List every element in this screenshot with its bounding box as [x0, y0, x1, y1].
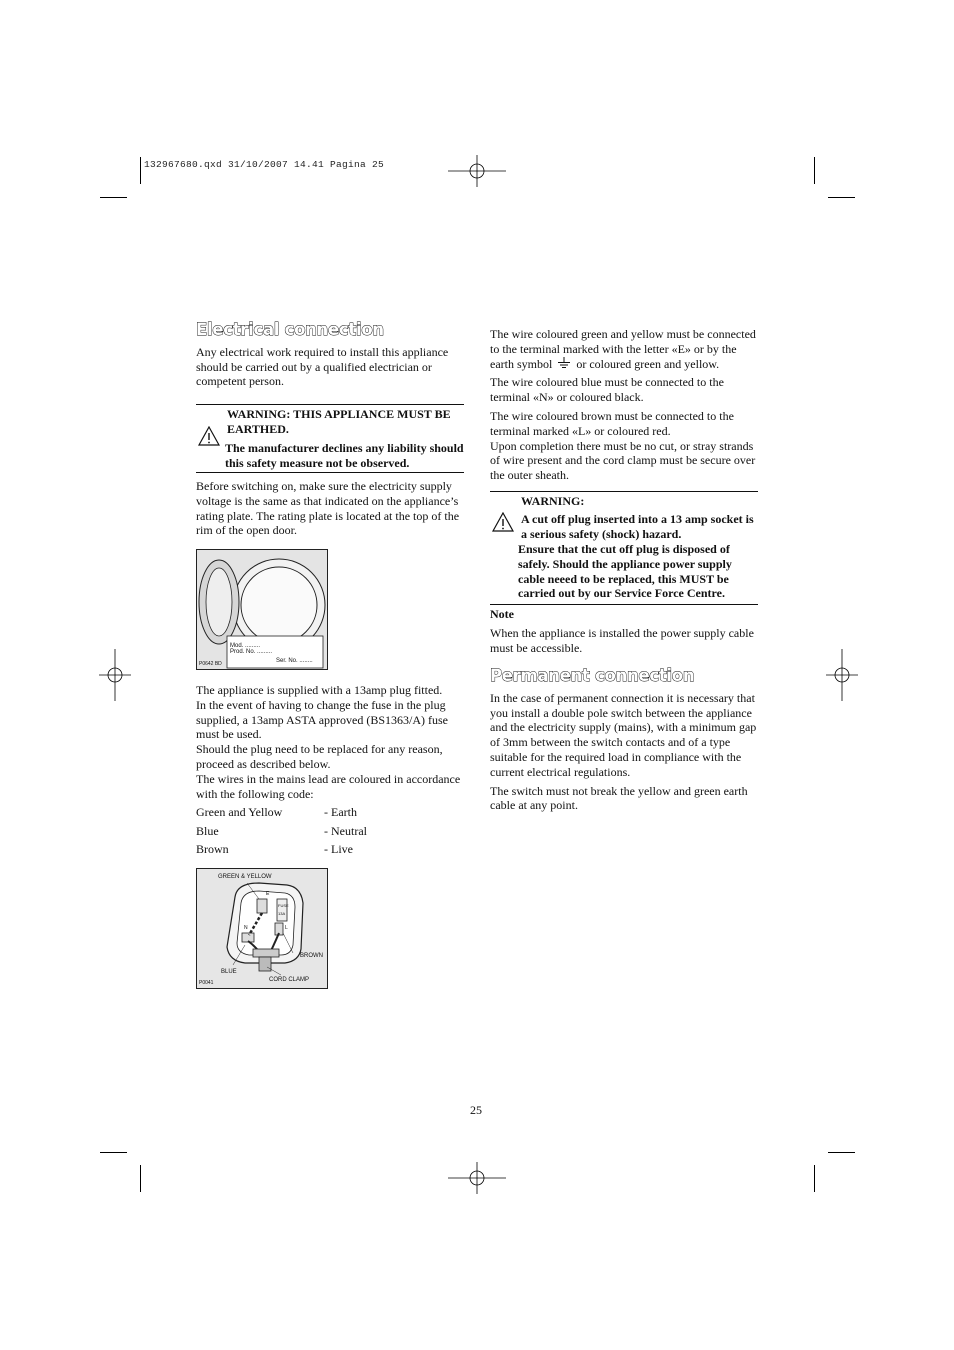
earth-warning-text: The manufacturer declines any liability should this safety measure not be observed. — [225, 441, 464, 470]
print-slug: 132967680.qxd 31/10/2007 14.41 Pagina 25 — [144, 159, 385, 170]
terminal-n-label: N — [244, 925, 248, 931]
green-yellow-text-b: or coloured green and yellow. — [576, 356, 720, 371]
completion-paragraph: Upon completion there must be no cut, or stray strands of wire present and the cord clamp must be secure over the outer sheath. — [490, 438, 756, 483]
table-row — [196, 842, 464, 861]
fuse-label: FUSE — [278, 903, 289, 908]
rating-plate-figure — [196, 549, 328, 670]
warning-triangle-icon — [198, 426, 220, 446]
blue-paragraph: The wire coloured blue must be connected to the terminal «N» or coloured black. — [490, 375, 724, 405]
terminal-e-label: E — [266, 891, 270, 897]
wire-colour-table — [196, 805, 464, 861]
intro-paragraph: Any electrical work required to install this appliance should be carried out by a qualified electrician or competent person. — [196, 344, 449, 389]
figure-code: P0642 BD — [199, 661, 222, 667]
cut-off-plug-warning-box — [490, 491, 758, 605]
table-row — [196, 805, 464, 824]
label-cord-clamp: CORD CLAMP — [269, 977, 310, 983]
registration-mark-left — [99, 649, 131, 701]
service-warning-text: Ensure that the cut off plug is disposed of safely. Should the appliance power supply cable neeed to be replaced, this MUST be carried out by our Service Force Centre. — [518, 542, 732, 601]
right-column-top — [490, 327, 758, 487]
registration-mark-right — [826, 649, 858, 701]
label-green-yellow: GREEN & YELLOW — [218, 874, 272, 880]
label-brown: BROWN — [300, 953, 323, 959]
brown-paragraph: The wire coloured brown must be connected to the terminal marked «L» or coloured red. — [490, 408, 734, 438]
wires-paragraph: The wires in the mains lead are coloured in accordance with the following code: — [196, 771, 461, 801]
label-blue: BLUE — [221, 969, 237, 975]
plug-paragraph: The appliance is supplied with a 13amp plug fitted. — [196, 683, 443, 697]
wire-function: - Neutral — [324, 823, 367, 838]
earth-warning-title: WARNING: THIS APPLIANCE MUST BE EARTHED. — [227, 407, 451, 436]
left-column — [196, 320, 464, 393]
note-text: When the appliance is installed the power supply cable must be accessible. — [490, 625, 754, 655]
cut-off-warning-text: A cut off plug inserted into a 13 amp socket is a serious safety (shock) hazard. — [521, 512, 754, 541]
rating-plate-prod: Prod. No. ......... — [230, 649, 273, 655]
cut-off-warning-title: WARNING: — [521, 494, 585, 508]
earth-symbol-icon — [557, 357, 571, 369]
rating-plate-mod: Mod. ......... — [230, 643, 261, 649]
fuse-value: 13A — [278, 911, 286, 916]
warning-triangle-icon — [492, 512, 514, 532]
replace-paragraph: Should the plug need to be replaced for any reason, proceed as described below. — [196, 742, 443, 771]
figure-code: P0041 — [199, 980, 214, 986]
wire-colour: Brown — [196, 842, 229, 856]
wire-function: - Earth — [324, 805, 357, 819]
terminal-l-label: L — [285, 925, 288, 931]
green-yellow-text-a: The wire coloured green and yellow must be connected to the terminal marked with the letter «E» or by the earth symbol — [490, 327, 756, 371]
earth-warning-box — [196, 404, 464, 473]
registration-mark-top — [448, 155, 506, 187]
note-title: Note — [490, 607, 514, 621]
section-heading-electrical: Electrical connection — [196, 320, 384, 339]
switch-paragraph: The switch must not break the yellow and green earth cable at any point. — [490, 783, 748, 813]
table-row — [196, 824, 464, 843]
note-section — [490, 607, 758, 659]
switching-paragraph: Before switching on, make sure the electricity supply voltage is the same as that indicated on the appliance’s rating plate. The rating plate is located at the top of the rim of the open door. — [196, 479, 460, 538]
plug-wiring-illustration — [197, 869, 327, 988]
registration-mark-bottom — [448, 1162, 506, 1194]
plug-wiring-figure — [196, 868, 328, 989]
wire-colour: Green and Yellow — [196, 805, 283, 819]
wire-colour: Blue — [196, 823, 219, 838]
permanent-connection-section — [490, 666, 758, 817]
fuse-paragraph: In the event of having to change the fuse in the plug supplied, a 13amp ASTA approved (BS1363/A) fuse must be used. — [196, 697, 449, 742]
page-number: 25 — [470, 1103, 482, 1117]
section-heading-permanent: Permanent connection — [490, 666, 695, 685]
permanent-paragraph: In the case of permanent connection it is necessary that you install a double pole switch between the appliance and the electricity supply (mains), with a minimum gap of 3mm between the switch contacts and of a type suitable for the required load in compliance with the current electrical regulations. — [490, 690, 757, 779]
plug-paragraphs — [196, 683, 464, 801]
wire-function: - Live — [324, 842, 353, 856]
rating-plate-ser: Ser. No. ........ — [276, 658, 313, 664]
green-yellow-paragraph — [490, 327, 758, 371]
